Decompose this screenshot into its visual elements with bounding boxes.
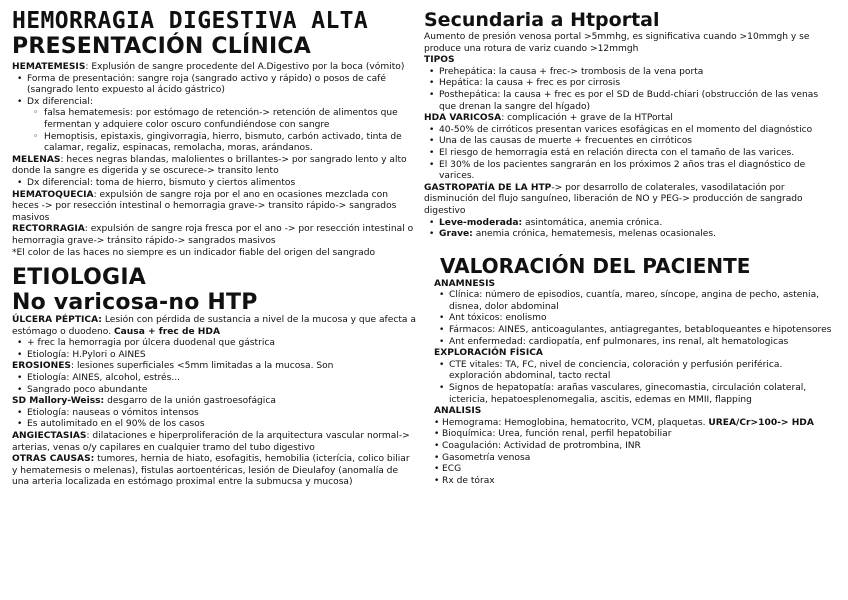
- list-item: • Bioquímica: Urea, función renal, perfil hepatobiliar: [434, 429, 836, 441]
- color-note: *El color de las haces no siempre es un indicador fiable del origen del sangrado: [12, 247, 376, 258]
- rectorragia-text: : expulsión de sangre roja fresca por el ano -> por resección intestinal o hemorragia grave-> tránsito rápido-> sangrados masivos: [12, 224, 414, 246]
- list-item: [424, 218, 836, 230]
- hematemesis-term: HEMATEMESIS: [12, 62, 86, 72]
- list-item: • Ant tóxicos: enolismo: [434, 313, 836, 325]
- list-item: • Rx de tórax: [434, 476, 836, 488]
- gastropatia-text: -> por desarrollo de colaterales, vasodilatación por disminución del flujo sanguíneo, liberación de NO y PEG-> producción de sangrado digestivo: [424, 182, 803, 216]
- list-item: • ECG: [434, 464, 836, 476]
- list-item: • Dx diferencial: toma de hierro, bismuto y ciertos alimentos: [12, 178, 416, 190]
- gastropatia-paragraph: [424, 183, 836, 218]
- otras-causas-text: tumores, hernia de hiato, esofagitis, hemobilia (icterícia, colico biliar y hematemesis o melenas), fistulas aortoentéricas, lesión de Dieulafoy (anomalía de una arteria localizada en estómago proximal entre la submucsa y mucosa): [12, 454, 410, 488]
- list-item: • Es autolimitado en el 90% de los casos: [12, 419, 416, 431]
- hematoquecia-term: HEMATOQUECIA: [12, 189, 94, 200]
- hematemesis-paragraph: [12, 62, 416, 74]
- list-item: • Etiología: H.Pylori o AINES: [12, 350, 416, 362]
- angiectasias-paragraph: [12, 431, 416, 454]
- mallory-list: [12, 408, 416, 431]
- valoracion-heading: VALORACIÓN DEL PACIENTE: [440, 253, 751, 278]
- gastropatia-term: GASTROPATÍA DE LA HTP: [424, 182, 552, 193]
- list-item: ◦ falsa hematemesis: por estómago de retención-> retención de alimentos que fermentan y adquiere color oscuro confundiéndose con sangre: [12, 108, 416, 131]
- tipos-label: TIPOS: [424, 55, 455, 66]
- hematoquecia-text: : expulsión de sangre roja por el ano en ocasiones mezclada con heces -> por resección intestinal o hemorragia grave-> transito rápido-> sangrados masivos: [12, 189, 397, 223]
- erosiones-text: : lesiones superficiales <5mm limitadas a la mucosa. Son: [70, 361, 334, 372]
- grave-text: anemia crónica, hematemesis, melenas ocasionales.: [472, 229, 717, 240]
- exploracion-list: [434, 360, 836, 406]
- list-item: • CTE vitales: TA, FC, nivel de conciencia, coloración y perfusión periférica. exploración abdominal, tacto rectal: [434, 360, 836, 383]
- hda-varicosa-list: [424, 125, 836, 183]
- leve-text: asintomática, anemia crónica.: [522, 217, 663, 228]
- list-item: • Coagulación: Actividad de protrombina, INR: [434, 441, 836, 453]
- exploracion-label: EXPLORACIÓN FÍSICA: [434, 348, 543, 359]
- erosiones-list: [12, 373, 416, 396]
- document-title: HEMORRAGIA DIGESTIVA ALTA: [12, 8, 369, 34]
- analisis-list: [434, 418, 836, 488]
- gastropatia-list: [424, 218, 836, 241]
- grave-term: Grave:: [439, 229, 473, 240]
- hematemesis-list: [12, 74, 416, 109]
- ulcera-emphasis: Causa + frec de HDA: [114, 326, 220, 337]
- mallory-text: desgarro de la unión gastroesofágica: [104, 396, 276, 407]
- erosiones-paragraph: [12, 361, 416, 373]
- ulcera-list: [12, 338, 416, 361]
- hemograma-emphasis: UREA/Cr>100-> HDA: [708, 417, 814, 428]
- presentacion-heading: PRESENTACIÓN CLÍNICA: [12, 34, 311, 59]
- secundaria-intro: Aumento de presión venosa portal >5mmhg, es significativa cuando >10mmgh y se produce una rotura de variz cuando >12mmgh: [424, 32, 810, 54]
- secundaria-heading: Secundaria a Htportal: [424, 9, 660, 31]
- rectorragia-paragraph: [12, 224, 416, 247]
- hemograma-text: Hemograma: Hemoglobina, hematocrito, VCM, plaquetas.: [442, 417, 709, 428]
- etiologia-subheading: No varicosa-no HTP: [12, 290, 258, 316]
- angiectasias-text: : dilataciones e hiperproliferación de la arquitectura vascular normal-> arterias, venas o/y capilares en cualquier tramo del tubo digestivo: [12, 431, 410, 453]
- leve-term: Leve-moderada:: [439, 217, 523, 228]
- list-item: • Sangrado poco abundante: [12, 385, 416, 397]
- otras-causas-paragraph: [12, 454, 416, 489]
- list-item: • El riesgo de hemorragia está en relación directa con el tamaño de las varices.: [424, 148, 836, 160]
- hematoquecia-paragraph: [12, 190, 416, 225]
- list-item: • Prehepática: la causa + frec-> trombosis de la vena porta: [424, 67, 836, 79]
- hda-varicosa-term: HDA VARICOSA: [424, 113, 502, 124]
- list-item: • Posthepática: la causa + frec es por el SD de Budd-chiari (obstrucción de las venas que drenan la sangre del hígado): [424, 90, 836, 113]
- list-item: • 40-50% de cirróticos presentan varices esofágicas en el momento del diagnóstico: [424, 125, 836, 137]
- ulcera-term: ÚLCERA PÉPTICA:: [12, 315, 102, 326]
- list-item: • Una de las causas de muerte + frecuentes en cirróticos: [424, 136, 836, 148]
- list-item: • Dx diferencial:: [12, 97, 416, 109]
- mallory-term: SD Mallory-Weiss:: [12, 396, 105, 407]
- etiologia-heading: ETIOLOGIA: [12, 265, 146, 291]
- mallory-paragraph: [12, 396, 416, 408]
- anamnesis-list: [434, 290, 836, 348]
- list-item: • Hepática: la causa + frec es por cirrosis: [424, 78, 836, 90]
- melenas-text: : heces negras blandas, malolientes o brillantes-> por sangrado lento y alto donde la sangre es digerida y se oscurece-> transito lento: [12, 154, 407, 177]
- list-item: [424, 229, 836, 241]
- ulcera-paragraph: [12, 315, 416, 338]
- anamnesis-label: ANAMNESIS: [434, 278, 496, 289]
- right-column: [424, 8, 836, 487]
- rectorragia-term: RECTORRAGIA: [12, 224, 85, 235]
- list-item: [434, 418, 836, 430]
- left-column: [12, 8, 416, 489]
- valoracion-body: [424, 279, 836, 488]
- ulcera-text: Lesión con pérdida de sustancia a nivel de la mucosa y que afecta a estómago o duodeno.: [12, 315, 416, 337]
- melenas-paragraph: [12, 155, 416, 178]
- otras-causas-term: OTRAS CAUSAS:: [12, 454, 95, 465]
- list-item: • Signos de hepatopatía: arañas vasculares, ginecomastia, circulación colateral, ictericia, hepatoesplenomegalia, ascitis, edemas en MMII, flapping: [434, 383, 836, 406]
- hda-varicosa-text: : complicación + grave de la HTPortal: [501, 113, 673, 124]
- list-item: • Gasometría venosa: [434, 453, 836, 465]
- melenas-list: [12, 178, 416, 190]
- tipos-list: [424, 67, 836, 113]
- list-item: • Clínica: número de episodios, cuantía, mareo, síncope, angina de pecho, astenia, disnea, dolor abdominal: [434, 290, 836, 313]
- hematemesis-text: : Explusión de sangre procedente del A.Digestivo por la boca (vómito): [85, 62, 405, 72]
- angiectasias-term: ANGIECTASIAS: [12, 431, 87, 442]
- hda-varicosa-paragraph: [424, 113, 836, 125]
- list-item: • + frec la hemorragia por úlcera duodenal que gástrica: [12, 338, 416, 350]
- list-item: • Etiología: AINES, alcohol, estrés...: [12, 373, 416, 385]
- erosiones-term: EROSIONES: [12, 361, 71, 372]
- list-item: • El 30% de los pacientes sangrarán en los próximos 2 años tras el diagnóstico de varices.: [424, 160, 836, 183]
- list-item: • Etiología: nauseas o vómitos intensos: [12, 408, 416, 420]
- list-item: • Forma de presentación: sangre roja (sangrado activo y rápido) o posos de café (sangrado lento expuesto al ácido gástrico): [12, 74, 416, 97]
- list-item: ◦ Hemoptisis, epistaxis, gingivorragia, hierro, bismuto, carbón activado, tinta de calamar, regaliz, espinacas, remolacha, moras, arándanos.: [12, 132, 416, 155]
- analisis-label: ANALISIS: [434, 406, 482, 417]
- list-item: • Ant enfermedad: cardiopatía, enf pulmonares, ins renal, alt hematologicas: [434, 337, 836, 349]
- list-item: • Fármacos: AINES, anticoagulantes, antiagregantes, betabloqueantes e hipotensores: [434, 325, 836, 337]
- melenas-term: MELENAS: [12, 154, 61, 165]
- dx-diferencial-sublist: [12, 108, 416, 154]
